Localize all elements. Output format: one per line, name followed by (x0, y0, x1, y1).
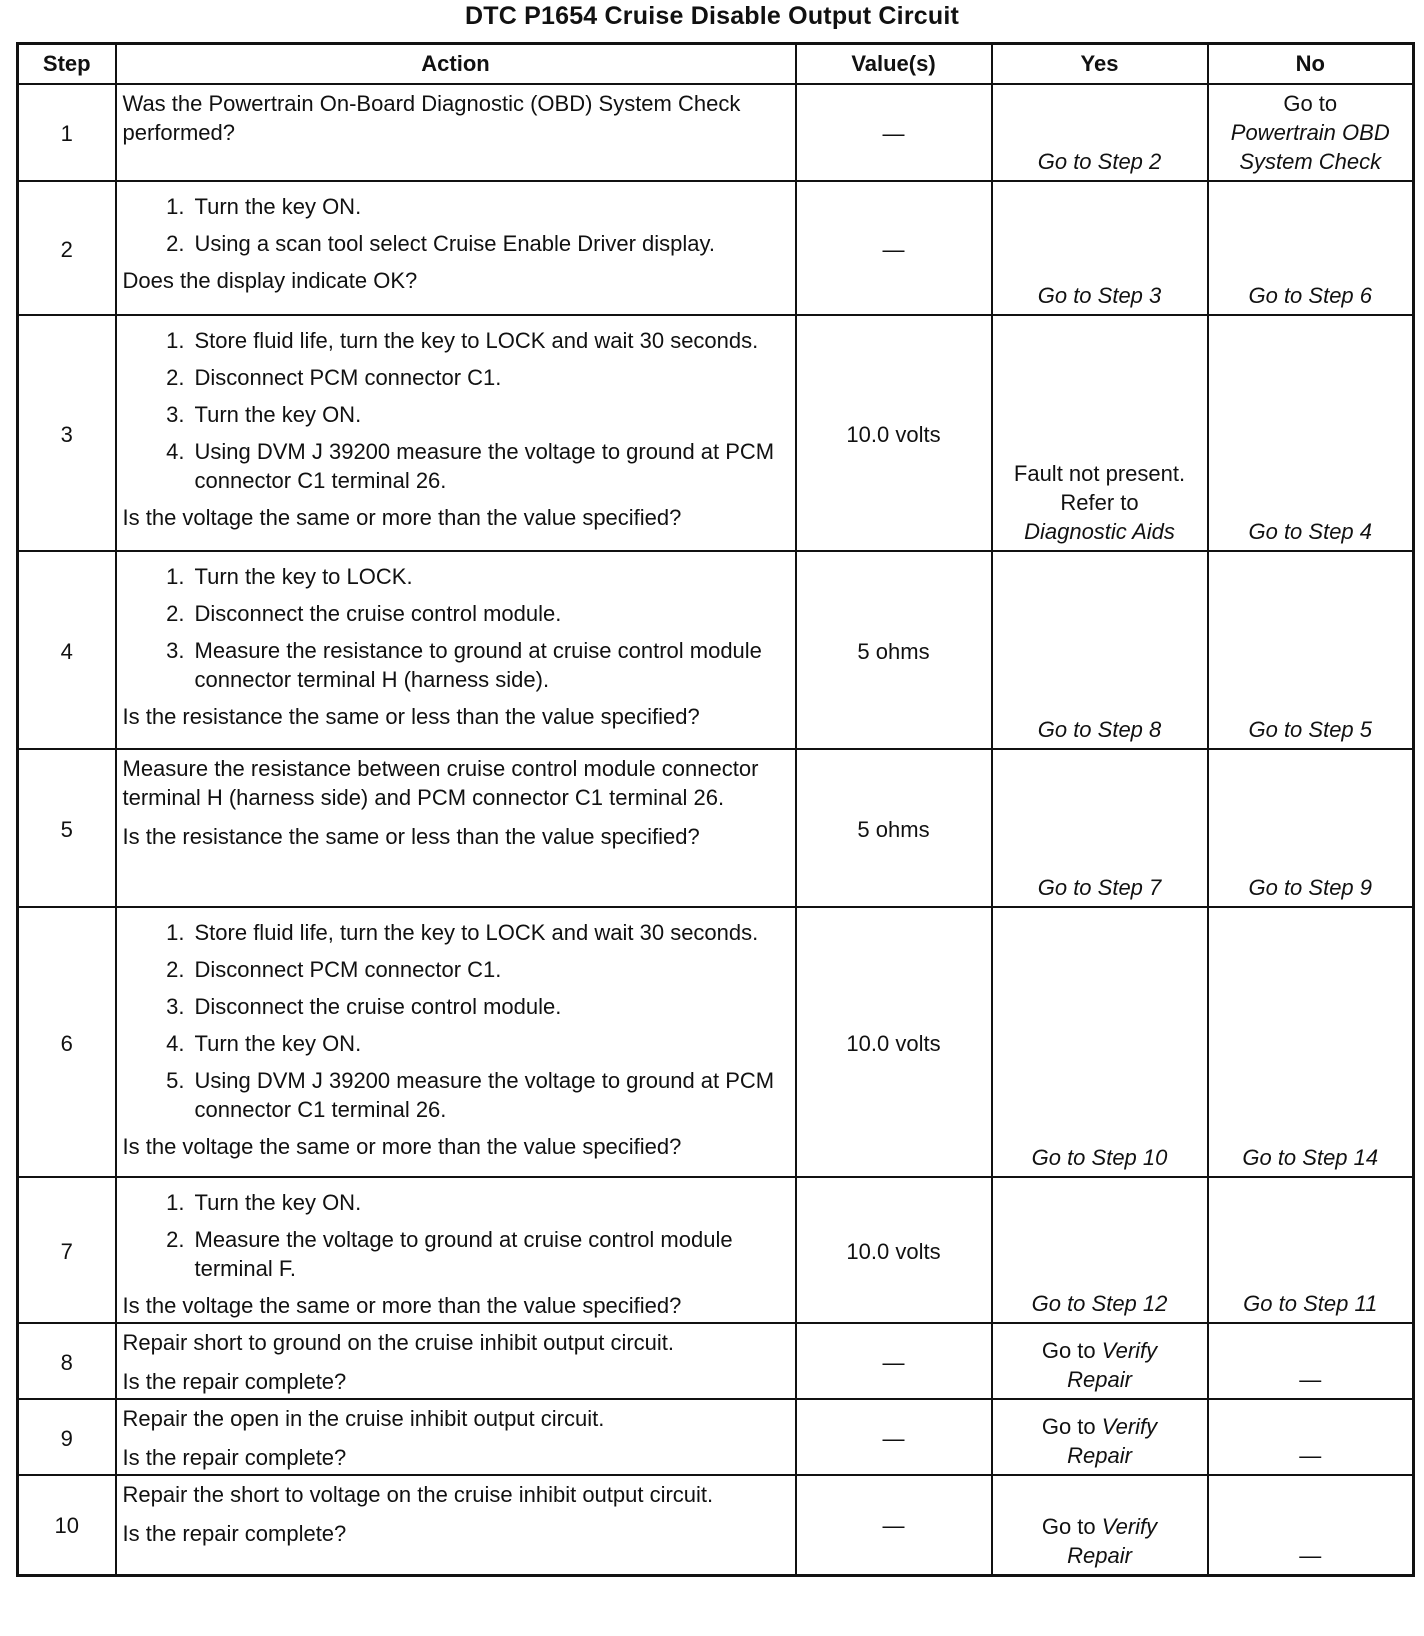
action-cell (116, 84, 796, 181)
action-step-item (123, 562, 789, 591)
table-row (18, 749, 1414, 907)
yes-cell (992, 84, 1208, 181)
action-step-text: Disconnect PCM connector C1. (194, 365, 502, 390)
spacer (123, 1357, 789, 1365)
value-cell: 5 ohms (796, 749, 992, 907)
action-cell (116, 1475, 796, 1575)
yes-cell (992, 907, 1208, 1177)
action-steps (123, 1188, 789, 1283)
action-step-text: Turn the key ON. (194, 194, 362, 219)
result-text: Go to (1041, 1513, 1102, 1539)
table-row (18, 1177, 1414, 1323)
action-question: Is the repair complete? (122, 1521, 347, 1546)
action-step-number: 5. (166, 1068, 185, 1093)
result-line: Go to Step 6 (1248, 283, 1373, 308)
result-line: Refer to (1060, 490, 1139, 515)
action-step-number: 1. (166, 1190, 185, 1215)
no-cell (1208, 1323, 1414, 1399)
spacer (123, 1509, 789, 1517)
yes-cell (992, 551, 1208, 749)
header-step: Step (18, 44, 116, 85)
result-text: Go to (1041, 1338, 1102, 1363)
action-step-item (123, 400, 789, 429)
action-step-text: Store fluid life, turn the key to LOCK and wait 30 seconds. (194, 328, 759, 353)
table-row (18, 84, 1414, 181)
value-cell: — (796, 1323, 992, 1399)
result-line: Go to Step 8 (1037, 717, 1162, 742)
value-cell: — (796, 1475, 992, 1575)
table-body (18, 84, 1414, 1575)
result-line: Fault not present. (1013, 461, 1186, 486)
action-step-item (123, 918, 789, 947)
table-row (18, 1475, 1414, 1575)
result-line: — (1299, 1367, 1322, 1392)
action-question: Does the display indicate OK? (122, 268, 418, 293)
value-cell: — (796, 1399, 992, 1475)
result-text: Go to (1041, 1414, 1102, 1439)
action-step-text: Using DVM J 39200 measure the voltage to ground at PCM connector C1 terminal 26. (194, 439, 775, 493)
action-step-text: Turn the key ON. (194, 1190, 362, 1215)
result-line: Go to Step 11 (1243, 1291, 1378, 1316)
table-row (18, 1399, 1414, 1475)
step-number: 3 (18, 315, 116, 551)
action-step-number: 1. (166, 920, 185, 945)
action-step-item (123, 1029, 789, 1058)
result-line: Go to Step 10 (1031, 1145, 1168, 1170)
action-step-item (123, 992, 789, 1021)
step-number: 4 (18, 551, 116, 749)
action-step-text: Turn the key ON. (194, 402, 362, 427)
action-intro: Repair the short to voltage on the cruise inhibit output circuit. (122, 1482, 714, 1507)
action-step-item (123, 1188, 789, 1217)
action-cell (116, 1399, 796, 1475)
step-number: 2 (18, 181, 116, 315)
action-step-number: 3. (166, 638, 185, 663)
action-step-number: 1. (166, 564, 185, 589)
no-cell (1208, 84, 1414, 181)
action-question: Is the repair complete? (122, 1445, 347, 1470)
table-header-row (18, 44, 1414, 85)
yes-cell (992, 1475, 1208, 1575)
action-step-item (123, 326, 789, 355)
value-cell: — (796, 181, 992, 315)
action-steps (123, 918, 789, 1124)
no-cell (1208, 315, 1414, 551)
value-cell: 10.0 volts (796, 1177, 992, 1323)
step-number: 1 (18, 84, 116, 181)
result-line: — (1299, 1443, 1322, 1468)
yes-cell (992, 1323, 1208, 1399)
table-row (18, 315, 1414, 551)
action-step-text: Disconnect the cruise control module. (194, 994, 562, 1019)
result-line: Diagnostic Aids (1024, 519, 1175, 544)
table-row (18, 1323, 1414, 1399)
result-line: Go to Step 3 (1037, 283, 1162, 308)
action-intro: Measure the resistance between cruise control module connector terminal H (harness side) and PCM connector C1 terminal 26. (122, 756, 759, 810)
no-cell (1208, 907, 1414, 1177)
result-line (999, 1336, 1201, 1365)
result-line: System Check (1239, 149, 1382, 174)
action-step-number: 2. (166, 1227, 185, 1252)
action-step-number: 2. (166, 601, 185, 626)
action-cell (116, 315, 796, 551)
action-step-number: 1. (166, 328, 185, 353)
result-line: Go to Step 2 (1037, 149, 1162, 174)
result-line: Go to Step 5 (1248, 717, 1373, 742)
table-row (18, 181, 1414, 315)
action-steps (123, 562, 789, 694)
no-cell (1208, 1177, 1414, 1323)
step-number: 5 (18, 749, 116, 907)
action-step-number: 4. (166, 1031, 185, 1056)
action-steps (123, 326, 789, 495)
action-step-number: 3. (166, 994, 185, 1019)
action-step-number: 1. (166, 194, 185, 219)
result-line: Repair (1067, 1367, 1132, 1392)
action-step-item (123, 1066, 789, 1124)
action-step-item (123, 192, 789, 221)
no-cell (1208, 551, 1414, 749)
result-link-text: Verify (1101, 1338, 1158, 1363)
action-cell (116, 749, 796, 907)
action-step-item (123, 955, 789, 984)
action-question: Is the resistance the same or less than the value specified? (122, 824, 700, 849)
action-step-item (123, 229, 789, 258)
result-link-text: Verify (1101, 1513, 1158, 1539)
action-cell (116, 551, 796, 749)
no-cell (1208, 181, 1414, 315)
action-intro: Was the Powertrain On-Board Diagnostic (OBD) System Check performed? (122, 91, 741, 145)
result-line: Powertrain OBD (1230, 120, 1390, 145)
header-no: No (1208, 44, 1414, 85)
step-number: 10 (18, 1475, 116, 1575)
action-question: Is the voltage the same or more than the value specified? (122, 1134, 682, 1159)
action-question: Is the repair complete? (122, 1369, 347, 1394)
spacer (123, 812, 789, 820)
action-step-text: Store fluid life, turn the key to LOCK and wait 30 seconds. (194, 920, 759, 945)
action-step-text: Measure the voltage to ground at cruise control module terminal F. (194, 1227, 733, 1281)
result-line: Go to Step 4 (1248, 519, 1373, 544)
action-step-text: Measure the resistance to ground at cruise control module connector terminal H (harness side). (194, 638, 762, 692)
action-step-item (123, 437, 789, 495)
spacer (123, 1433, 789, 1441)
action-cell (116, 1323, 796, 1399)
result-line (999, 1412, 1201, 1441)
yes-cell (992, 749, 1208, 907)
header-value: Value(s) (796, 44, 992, 85)
action-question: Is the resistance the same or less than the value specified? (122, 704, 700, 729)
yes-cell (992, 315, 1208, 551)
action-intro: Repair short to ground on the cruise inhibit output circuit. (122, 1330, 675, 1355)
result-line: Go to (1283, 91, 1338, 116)
action-step-item (123, 1225, 789, 1283)
yes-cell (992, 1177, 1208, 1323)
result-line: Go to Step 9 (1248, 875, 1373, 900)
step-number: 6 (18, 907, 116, 1177)
no-cell (1208, 749, 1414, 907)
result-line: Go to Step 14 (1242, 1145, 1379, 1170)
action-step-text: Turn the key to LOCK. (194, 564, 413, 589)
action-step-text: Using DVM J 39200 measure the voltage to ground at PCM connector C1 terminal 26. (194, 1068, 775, 1122)
action-step-number: 2. (166, 957, 185, 982)
result-line: Repair (1067, 1443, 1132, 1468)
action-step-number: 2. (166, 231, 185, 256)
result-line: Repair (1067, 1542, 1132, 1568)
action-step-number: 3. (166, 402, 185, 427)
no-cell (1208, 1399, 1414, 1475)
yes-cell (992, 1399, 1208, 1475)
action-step-item (123, 599, 789, 628)
action-question: Is the voltage the same or more than the value specified? (122, 505, 682, 530)
action-steps (123, 192, 789, 258)
action-cell (116, 181, 796, 315)
result-line (999, 1512, 1201, 1541)
page-title: DTC P1654 Cruise Disable Output Circuit (464, 2, 960, 30)
action-step-number: 4. (166, 439, 185, 464)
result-line: — (1299, 1542, 1322, 1568)
action-step-item (123, 636, 789, 694)
step-number: 8 (18, 1323, 116, 1399)
header-yes: Yes (992, 44, 1208, 85)
result-link-text: Verify (1101, 1414, 1158, 1439)
action-step-text: Turn the key ON. (194, 1031, 362, 1056)
yes-cell (992, 181, 1208, 315)
table-row (18, 551, 1414, 749)
value-cell: 5 ohms (796, 551, 992, 749)
no-cell (1208, 1475, 1414, 1575)
diagnostic-table (16, 42, 1415, 1577)
action-step-item (123, 363, 789, 392)
step-number: 7 (18, 1177, 116, 1323)
action-cell (116, 907, 796, 1177)
step-number: 9 (18, 1399, 116, 1475)
action-question: Is the voltage the same or more than the value specified? (122, 1293, 682, 1318)
action-cell (116, 1177, 796, 1323)
value-cell: — (796, 84, 992, 181)
result-line: Go to Step 7 (1037, 875, 1162, 900)
value-cell: 10.0 volts (796, 907, 992, 1177)
result-line: Go to Step 12 (1031, 1291, 1168, 1316)
header-action: Action (116, 44, 796, 85)
action-intro: Repair the open in the cruise inhibit output circuit. (122, 1406, 605, 1431)
action-step-number: 2. (166, 365, 185, 390)
action-step-text: Disconnect the cruise control module. (194, 601, 562, 626)
action-step-text: Using a scan tool select Cruise Enable Driver display. (194, 231, 715, 256)
table-row (18, 907, 1414, 1177)
action-step-text: Disconnect PCM connector C1. (194, 957, 502, 982)
value-cell: 10.0 volts (796, 315, 992, 551)
